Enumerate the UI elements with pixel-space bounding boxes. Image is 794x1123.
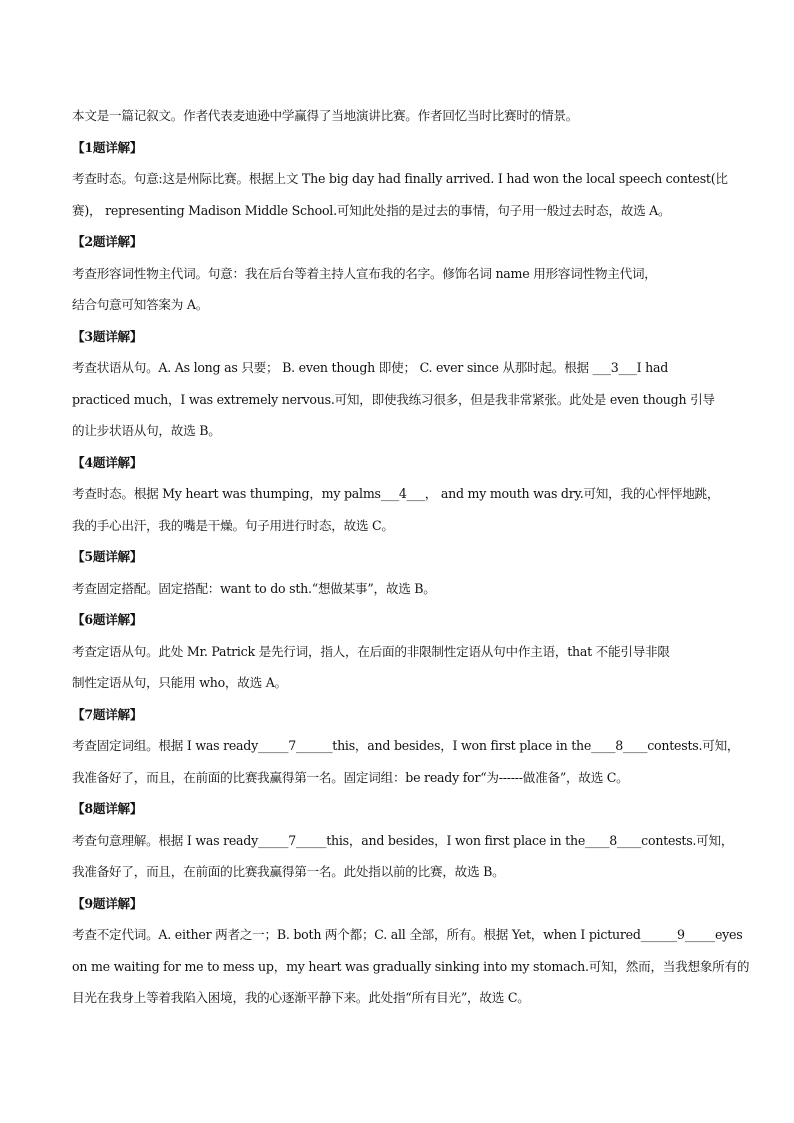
text-line: 考查固定词组。根据 I was ready_____7______this，and besides，I won first place in the____8____contests.可知， [72,738,740,753]
text-line: 我准备好了，而且，在前面的比赛我赢得第一名。此处指以前的比赛，故选 B。 [72,864,505,879]
text-line: 考查不定代词。A. either 两者之一；B. both 两个都；C. all 全部，所有。根据 Yet，when I pictured______9_____eyes [72,927,743,942]
text-line: 我准备好了，而且，在前面的比赛我赢得第一名。固定词组：be ready for“为------做准备”，故选 C。 [72,769,629,785]
section-heading: 【3题详解】 [72,328,143,344]
text-line: 我的手心出汗，我的嘴是干燥。句子用进行时态，故选 C。 [72,517,394,533]
text-line: 目光在我身上等着我陷入困境，我的心逐渐平静下来。此处指“所有目光”，故选 C。 [72,990,530,1005]
text-line: on me waiting for me to mess up，my heart was gradually sinking into my stomach.可知，然而，当我想象所有的 [72,958,750,974]
section-heading: 【2题详解】 [72,234,143,249]
text-line: 赛)， representing Madison Middle School.可知此处指的是过去的事情，句子用一般过去时态，故选 A。 [72,202,671,218]
section-heading: 【7题详解】 [72,706,143,722]
section-heading: 【6题详解】 [72,612,143,627]
section-heading: 【4题详解】 [72,454,143,470]
text-line: 的让步状语从句，故选 B。 [72,423,221,438]
text-line: 考查时态。根据 My heart was thumping，my palms___4___， and my mouth was dry.可知，我的心怦怦地跳， [72,486,720,501]
section-heading: 【1题详解】 [72,139,143,155]
text-line: 制性定语从句，只能用 who，故选 A。 [72,675,287,690]
text-line: 考查句意理解。根据 I was ready_____7_____this，and besides，I won first place in the____8____contests.可知， [72,832,734,848]
text-line: 考查时态。句意:这是州际比赛。根据上文 The big day had finally arrived. I had won the local speech contest(比 [72,171,728,186]
text-line: 考查固定搭配。固定搭配：want to do sth.“想做某事”，故选 B。 [72,580,436,596]
text-line: 本文是一篇记叙文。作者代表麦迪逊中学赢得了当地演讲比赛。作者回忆当时比赛时的情景。 [72,108,579,123]
section-heading: 【5题详解】 [72,549,143,564]
text-line: 考查形容词性物主代词。句意：我在后台等着主持人宣布我的名字。修饰名词 name 用形容词性物主代词， [72,265,657,281]
text-line: 考查状语从句。A. As long as 只要； B. even though 即使； C. ever since 从那时起。根据 ___3___I had [72,360,669,375]
text-line: practiced much，I was extremely nervous.可知，即使我练习很多，但是我非常紧张。此处是 even though 引导 [72,391,715,407]
section-heading: 【8题详解】 [72,801,143,816]
section-heading: 【9题详解】 [72,895,143,911]
text-line: 结合句意可知答案为 A。 [72,297,209,312]
text-line: 考查定语从句。此处 Mr. Patrick 是先行词，指人，在后面的非限制性定语从句中作主语，that 不能引导非限 [72,643,670,659]
document-body [72,100,750,1014]
